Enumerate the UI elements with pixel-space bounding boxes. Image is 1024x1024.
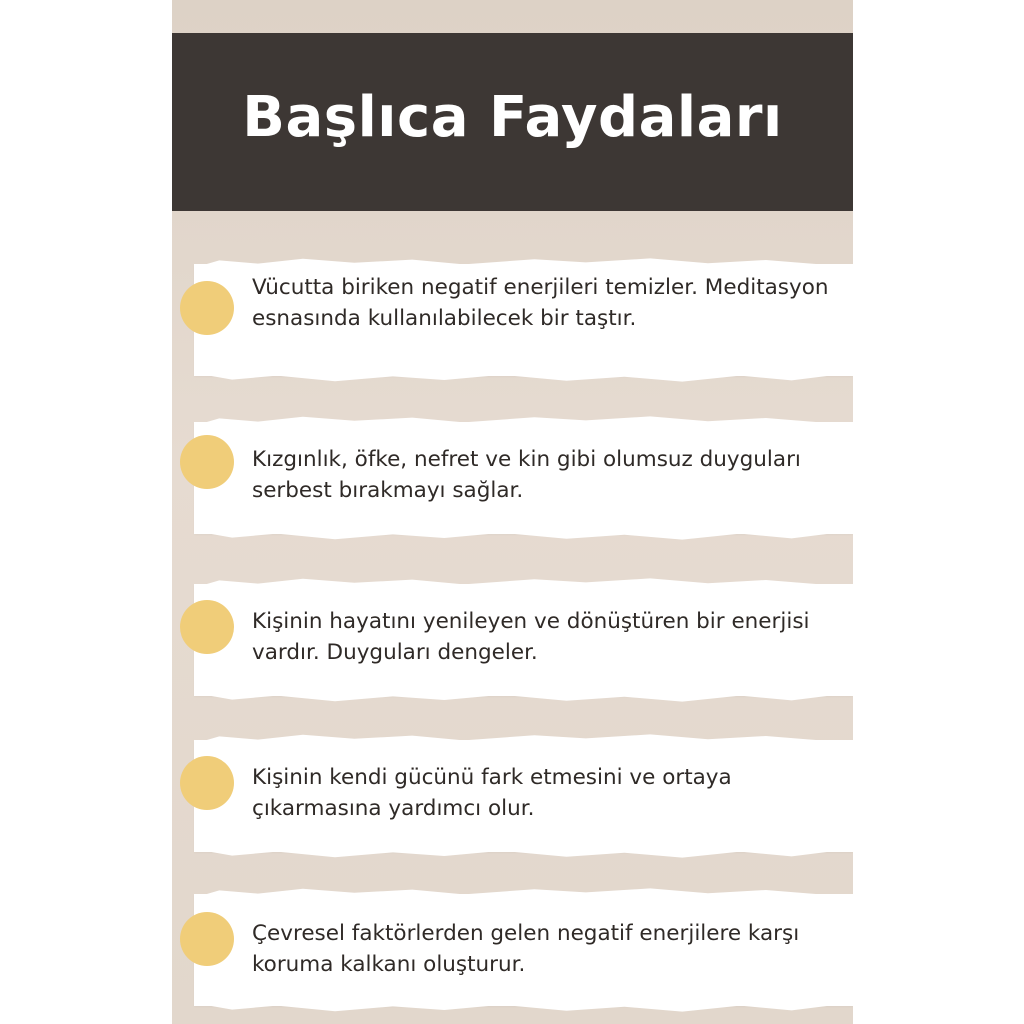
list-item-text: Kişinin hayatını yenileyen ve dönüştüren bir enerjisi vardır. Duyguları dengeler.	[252, 609, 810, 665]
list-item	[172, 260, 853, 380]
list-item	[172, 892, 853, 1010]
list-item	[172, 420, 853, 538]
bullet-dot-icon	[180, 756, 234, 810]
list-item	[172, 582, 853, 700]
page-title: Başlıca Faydaları	[242, 84, 783, 150]
list-item	[172, 738, 853, 856]
list-item-text: Kızgınlık, öfke, nefret ve kin gibi olumsuz duyguları serbest bırakmayı sağlar.	[252, 447, 801, 503]
list-item-text: Çevresel faktörlerden gelen negatif enerjilere karşı koruma kalkanı oluşturur.	[252, 921, 800, 977]
benefits-card	[172, 0, 853, 1024]
header-banner	[172, 33, 853, 211]
bullet-dot-icon	[180, 281, 234, 335]
bullet-dot-icon	[180, 912, 234, 966]
list-item-text: Vücutta biriken negatif enerjileri temizler. Meditasyon esnasında kullanılabilecek bir taştır.	[252, 275, 829, 331]
list-item-text: Kişinin kendi gücünü fark etmesini ve ortaya çıkarmasına yardımcı olur.	[252, 765, 732, 821]
bullet-dot-icon	[180, 600, 234, 654]
bullet-dot-icon	[180, 435, 234, 489]
